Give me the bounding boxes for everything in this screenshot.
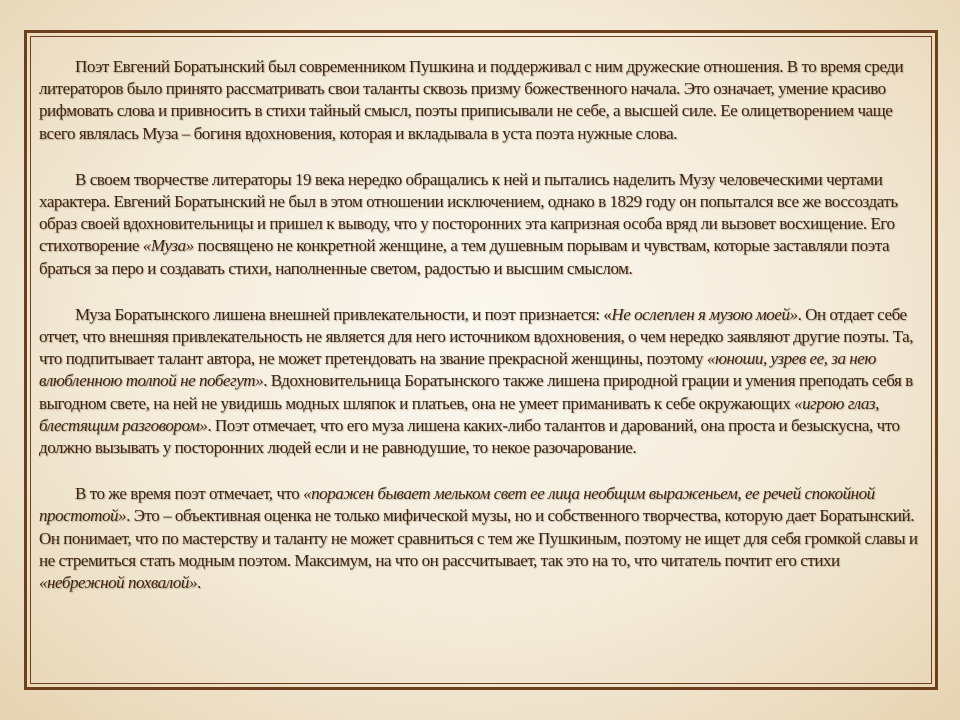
paragraph-4 xyxy=(39,483,923,594)
text-run: . Вдохновительница Боратынского также лишена природной грации и умения преподать себя в выгодном свете, на ней не увидишь модных шляпок и платьев, она не умеет приманивать к себе окружающих xyxy=(39,371,913,413)
quote-run: «поражен бывает мельком свет ее лица необщим выраженьем, ее речей спокойной простотой» xyxy=(39,484,875,526)
quote-run: «Муза» xyxy=(142,236,194,256)
text-run: . Он отдает себе отчет, что внешняя привлекательность не является для него источником вдохновения, о чем нередко заявляют другие поэты. Та, что подпитывает талант автора, не может претендовать на звание прекрасной женщины, поэтому xyxy=(39,304,914,369)
text-run: Поэт Евгений Боратынский был современником Пушкина и поддерживал с ним дружеские отношения. В то время среди литераторов было принято рассматривать свои таланты сквозь призму божественного начала. Это означает, умение красиво рифмовать слова и привносить в стихи тайный смысл, поэты приписывали не себе, а высшей силе. Ее олицетворением чаще всего являлась Муза – богиня вдохновения, которая и вкладывала в уста поэта нужные слова. xyxy=(39,57,904,143)
text-run: . xyxy=(197,573,201,593)
slide-frame-inner xyxy=(30,36,932,684)
text-run: В то же время поэт отмечает, что xyxy=(75,484,304,504)
paragraph-2 xyxy=(39,169,923,280)
text-run: . Поэт отмечает, что его муза лишена каких-либо талантов и дарований, она проста и безыскусна, что должно вызывать у посторонних людей если и не равнодушие, то некое разочарование. xyxy=(39,415,900,458)
text-run: . Это – объективная оценка не только мифической музы, но и собственного творчества, которую дает Боратынский. Он понимает, что по мастерству и таланту не может сравниться с тем же Пушкиным, поэтому не ищет для себя громкой славы и не стремиться стать модным поэтом. Максимум, на что он рассчитывает, так это на то, что читатель почтит его стихи xyxy=(39,506,918,570)
text-run: Муза Боратынского лишена внешней привлекательности, и поэт признается: « xyxy=(75,304,612,324)
slide-frame-outer xyxy=(24,30,938,690)
quote-run: «игрою глаз, блестящим разговором» xyxy=(39,393,879,435)
paragraph-3 xyxy=(39,304,923,459)
paragraph-1 xyxy=(39,56,923,145)
quote-run: «юноши, узрев ее, за нею влюбленною толпой не побегут» xyxy=(39,349,876,391)
quote-run: Не ослеплен я музою моей» xyxy=(611,304,798,324)
text-body xyxy=(39,56,923,594)
text-run: посвящено не конкретной женщине, а тем душевным порывам и чувствам, которые заставляли поэта браться за перо и создавать стихи, наполненные светом, радостью и высшим смыслом. xyxy=(39,236,890,278)
text-run: В своем творчестве литераторы 19 века нередко обращались к ней и пытались наделить Музу человеческими чертами характера. Евгений Боратынский не был в этом отношении исключением, однако в 1829 году он попытался все же воссоздать образ своей вдохновительницы и пришел к выводу, что у посторонних эта капризная особа вряд ли вызовет восхищение. Его стихотворение xyxy=(39,169,898,256)
quote-run: «небрежной похвалой» xyxy=(39,573,198,593)
